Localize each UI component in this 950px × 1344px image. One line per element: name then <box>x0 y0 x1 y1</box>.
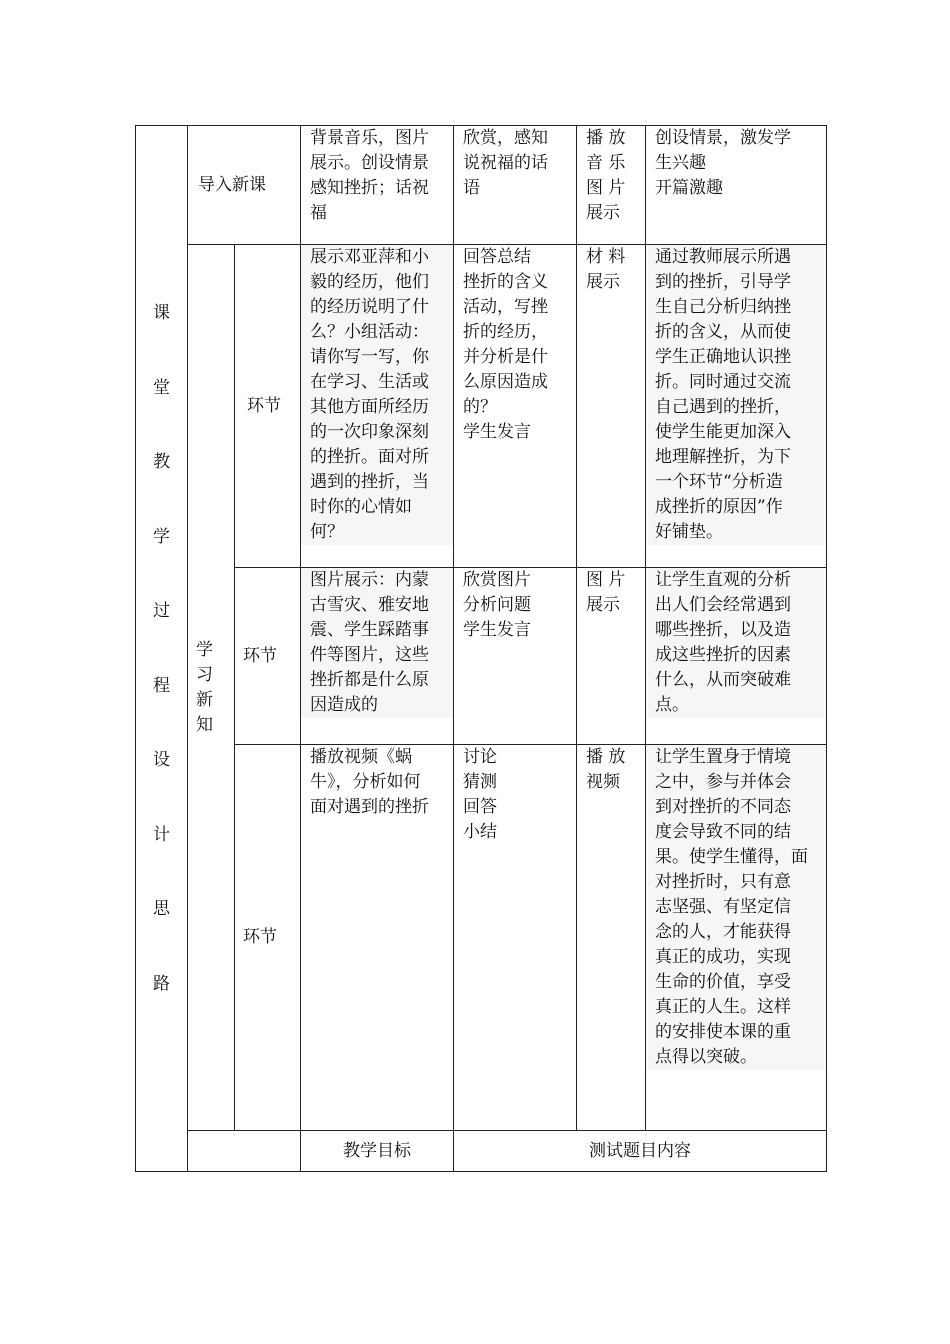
footer-row <box>136 1131 827 1172</box>
learn-label-char: 习 <box>196 664 213 685</box>
step-3-media-cell <box>577 745 646 1131</box>
step-2-purpose-cell <box>646 568 827 745</box>
intro-stage-cell <box>188 126 301 245</box>
intro-media-cell <box>577 126 646 245</box>
lesson-plan-table <box>135 125 827 1172</box>
intro-row <box>136 126 827 245</box>
intro-activity-cell <box>454 126 577 245</box>
step-1-purpose: 通过教师展示所遇 到的挫折，引导学 生自己分析归纳挫 折的含义，从而使 学生正确地认识挫 折。同时通过交流 自己遇到的挫折， 使学生能更加深入 地理解挫折，为下 一个环节“分析造 成挫折的原因”作 好铺垫。 <box>646 245 826 545</box>
step-3-media: 播 放 视频 <box>586 747 626 792</box>
step-row-2 <box>136 568 827 745</box>
learn-label-char: 新 <box>196 689 213 710</box>
step-2-media: 图 片 展示 <box>586 570 626 615</box>
step-1-purpose-cell <box>646 245 827 568</box>
step-2-purpose: 让学生直观的分析 出人们会经常遇到 哪些挫折，以及造 成这些挫折的因素 什么，从而突破难 点。 <box>646 568 826 718</box>
section-label-char: 过 <box>153 601 170 621</box>
learn-label-cell <box>188 245 235 1131</box>
step-1-cell <box>235 245 301 568</box>
step-3-cell <box>235 745 301 1131</box>
step-1-activity-cell <box>454 245 577 568</box>
intro-purpose-cell <box>646 126 827 245</box>
step-row-3 <box>136 745 827 1131</box>
step-2-media-cell <box>577 568 646 745</box>
section-label-char: 思 <box>153 899 170 919</box>
step-3-purpose: 让学生置身于情境 之中，参与并体会 到对挫折的不同态 度会导致不同的结 果。使学生懂得，面 对挫折时，只有意 志坚强、有坚定信 念的人，才能获得 真正的成功，实现 生命的价值，享受 真正的人生。这样 的安排使本课的重 点得以突破。 <box>646 745 826 1070</box>
intro-stage: 导入新课 <box>198 174 266 195</box>
step-1-activity: 回答总结 挫折的含义 活动，写挫 折的经历， 并分析是什 么原因造成 的？ 学生发言 <box>463 247 548 442</box>
test-header-cell <box>454 1131 827 1172</box>
step-row-1 <box>136 245 827 568</box>
section-label-char: 计 <box>153 824 170 845</box>
step-3-activity-cell <box>454 745 577 1131</box>
intro-activity: 欣赏，感知 说祝福的话 语 <box>463 128 548 198</box>
intro-content-cell <box>301 126 454 245</box>
section-label-char: 路 <box>153 973 170 994</box>
section-label-char: 课 <box>153 303 170 323</box>
section-label <box>152 276 172 1021</box>
step-2-content: 图片展示：内蒙 古雪灾、雅安地 震、学生踩踏事 件等图片，这些 挫折都是什么原 因造成的 <box>301 568 453 718</box>
step-3-content: 播放视频《蜗 牛》，分析如何 面对遇到的挫折 <box>310 747 429 817</box>
goal-header-cell <box>301 1131 454 1172</box>
learn-label <box>196 638 216 738</box>
learn-label-char: 知 <box>196 714 213 735</box>
intro-media: 播 放 音 乐 图 片 展示 <box>586 128 626 223</box>
step-1-content-cell <box>301 245 454 568</box>
intro-purpose: 创设情景，激发学 生兴趣 开篇激趣 <box>655 128 791 198</box>
step-2-activity-cell <box>454 568 577 745</box>
step-2-label: 环节 <box>243 645 277 666</box>
section-label-char: 设 <box>153 750 170 770</box>
step-1-label: 环节 <box>247 395 281 416</box>
section-label-char: 教 <box>153 452 170 472</box>
section-label-char: 程 <box>153 675 170 696</box>
step-3-content-cell <box>301 745 454 1131</box>
step-3-purpose-cell <box>646 745 827 1131</box>
goal-header: 教学目标 <box>343 1140 411 1161</box>
step-2-activity: 欣赏图片 分析问题 学生发言 <box>463 570 531 640</box>
step-3-activity: 讨论 猜测 回答 小结 <box>463 747 497 842</box>
section-label-char: 学 <box>153 526 170 547</box>
step-3-label: 环节 <box>243 927 277 947</box>
section-label-char: 堂 <box>153 377 170 398</box>
section-label-cell <box>136 126 188 1172</box>
learn-label-char: 学 <box>196 639 213 660</box>
step-2-content-cell <box>301 568 454 745</box>
step-2-cell <box>235 568 301 745</box>
step-1-media: 材 料 展示 <box>586 247 626 292</box>
intro-content: 背景音乐，图片 展示。创设情景 感知挫折；话祝 福 <box>310 128 429 223</box>
test-header: 测试题目内容 <box>589 1140 691 1161</box>
step-1-media-cell <box>577 245 646 568</box>
footer-empty-cell <box>188 1131 301 1172</box>
step-1-content: 展示邓亚萍和小 毅的经历，他们 的经历说明了什 么？小组活动： 请你写一写，你 在学习、生活或 其他方面所经历 的一次印象深刻 的挫折。面对所 遇到的挫折，当 时你的心情如 何？ <box>301 245 453 545</box>
